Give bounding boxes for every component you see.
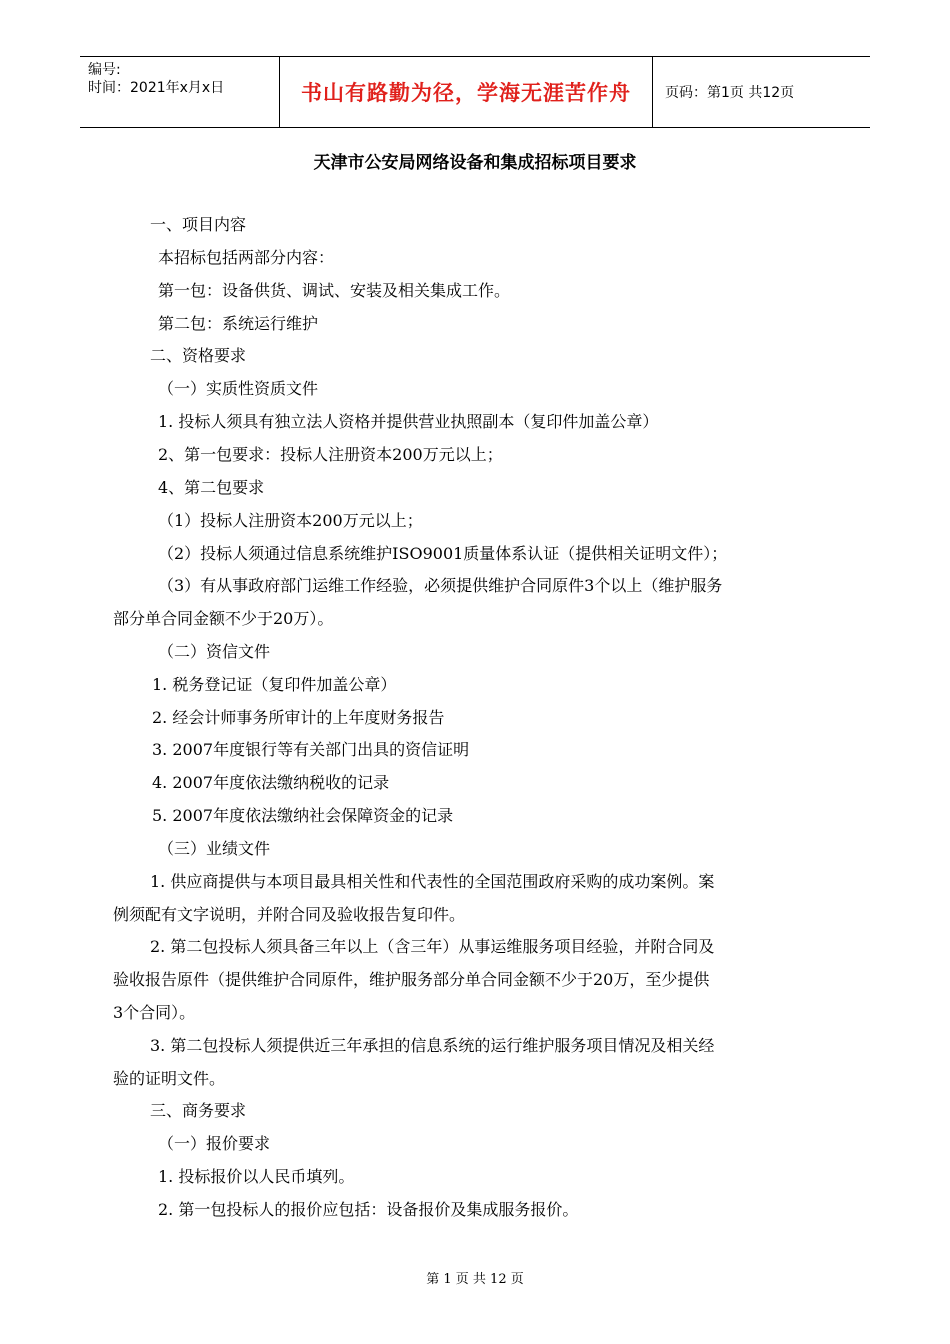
paragraph: 本招标包括两部分内容：	[158, 248, 335, 267]
paragraph: 第二包：系统运行维护	[158, 314, 319, 333]
list-item: 2、第一包要求：投标人注册资本200万元以上；	[158, 445, 503, 464]
list-item: 3. 第二包投标人须提供近三年承担的信息系统的运行维护服务项目情况及相关经	[150, 1036, 715, 1055]
list-item-continued: 3个合同）。	[113, 1003, 196, 1022]
list-item: 1. 投标人须具有独立法人资格并提供营业执照副本（复印件加盖公章）	[158, 412, 659, 431]
list-item: （3）有从事政府部门运维工作经验，必须提供维护合同原件3个以上（维护服务	[158, 576, 723, 595]
document-number-label: 编号:	[88, 62, 121, 78]
list-item: 2. 第二包投标人须具备三年以上（含三年）从事运维服务项目经验，并附合同及	[150, 937, 715, 956]
list-item: （1）投标人注册资本200万元以上；	[158, 511, 423, 530]
subsection-heading: （二）资信文件	[158, 642, 271, 661]
header-meta	[80, 57, 280, 127]
list-item: 4、第二包要求	[158, 478, 265, 497]
list-item-continued: 部分单合同金额不少于20万）。	[113, 609, 334, 628]
list-item: 4. 2007年度依法缴纳税收的记录	[152, 773, 390, 792]
subsection-heading: （三）业绩文件	[158, 839, 271, 858]
list-item: 1. 税务登记证（复印件加盖公章）	[152, 675, 397, 694]
list-item: 3. 2007年度银行等有关部门出具的资信证明	[152, 740, 470, 759]
header-page-number: 页码：第1页 共12页	[665, 85, 795, 101]
list-item-continued: 验收报告原件（提供维护合同原件，维护服务部分单合同金额不少于20万，至少提供	[113, 970, 710, 989]
subsection-heading: （一）实质性资质文件	[158, 379, 319, 398]
list-item: 2. 经会计师事务所审计的上年度财务报告	[152, 708, 445, 727]
header-motto: 书山有路勤为径，学海无涯苦作舟	[280, 57, 653, 127]
section-heading: 三、商务要求	[150, 1101, 247, 1120]
document-date-label: 时间：2021年x月x日	[88, 80, 225, 96]
list-item-continued: 例须配有文字说明，并附合同及验收报告复印件。	[113, 905, 466, 924]
section-heading: 二、资格要求	[150, 346, 247, 365]
list-item: 1. 供应商提供与本项目最具相关性和代表性的全国范围政府采购的成功案例。案	[150, 872, 715, 891]
list-item: 2. 第一包投标人的报价应包括：设备报价及集成服务报价。	[158, 1200, 579, 1219]
page-header	[80, 56, 870, 128]
paragraph: 第一包：设备供货、调试、安装及相关集成工作。	[158, 281, 511, 300]
list-item: （2）投标人须通过信息系统维护ISO9001质量体系认证（提供相关证明文件）；	[158, 544, 728, 563]
subsection-heading: （一）报价要求	[158, 1134, 271, 1153]
document-title: 天津市公安局网络设备和集成招标项目要求	[313, 153, 637, 173]
section-heading: 一、项目内容	[150, 215, 247, 234]
page-footer: 第 1 页 共 12 页	[426, 1272, 524, 1287]
list-item: 1. 投标报价以人民币填列。	[158, 1167, 355, 1186]
list-item-continued: 验的证明文件。	[113, 1069, 226, 1088]
list-item: 5. 2007年度依法缴纳社会保障资金的记录	[152, 806, 454, 825]
